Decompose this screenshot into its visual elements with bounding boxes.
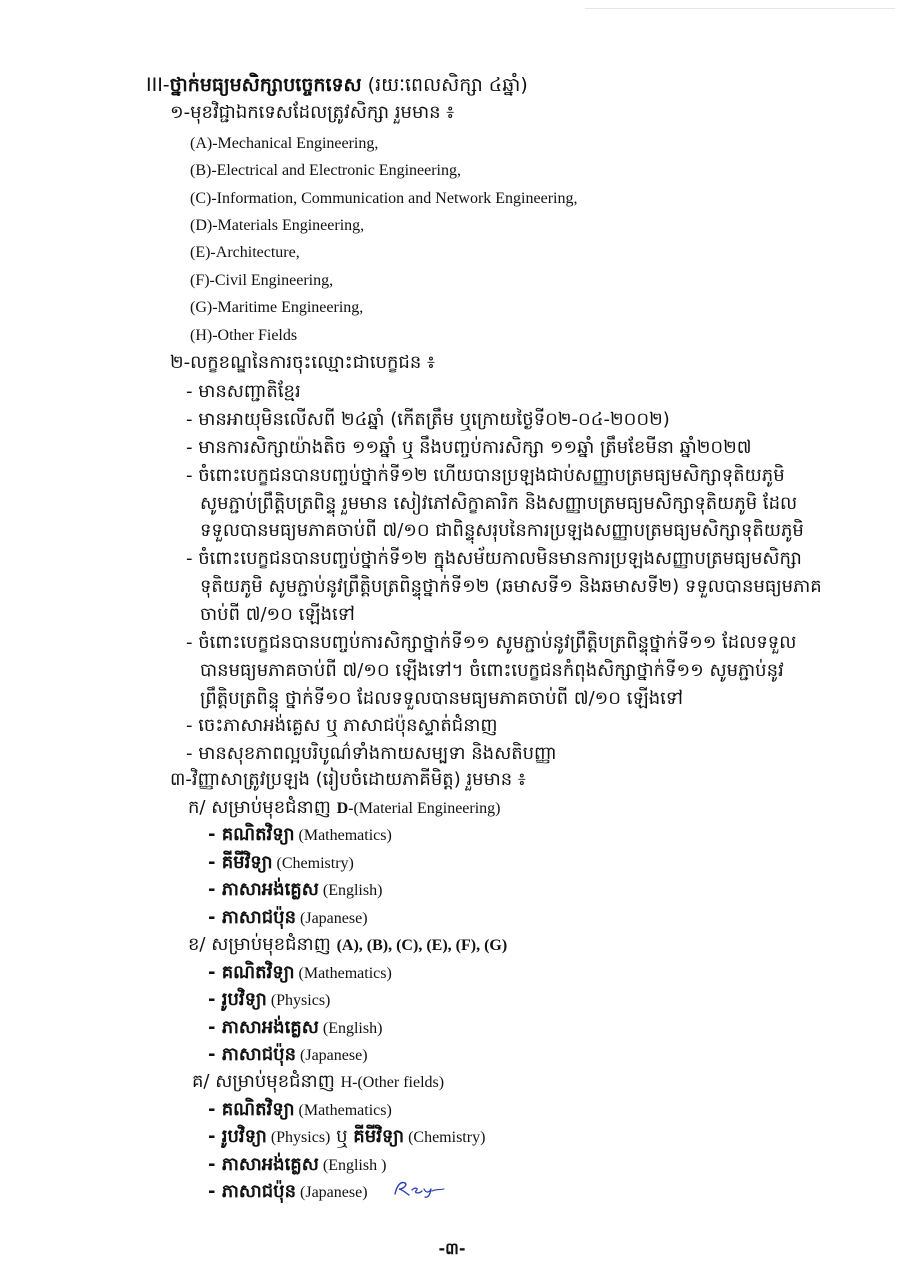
requirement-line: - មានការសិក្សាយ៉ាងតិច ១១ឆ្នាំ ឬ នឹងបញ្ចប់ការសិក្សា ១១ឆ្នាំ ត្រឹមខែមីនា ឆ្នាំ២០២៧ (186, 437, 752, 458)
scan-edge-line (585, 8, 895, 9)
subject-kh: - ភាសាជប៉ុន (208, 1181, 297, 1202)
subject-kh: - គណិតវិទ្យា (208, 1099, 295, 1120)
handwritten-signature (392, 1177, 446, 1199)
requirement-line: - មានអាយុមិនលើសពី ២៤ឆ្នាំ (កើតត្រឹម ឬក្រោយថ្ងៃទី០២-០៤-២០០២) (186, 409, 670, 430)
requirement-line: បានមធ្យមភាគចាប់ពី ៧/១០ ឡើងទៅ។ ចំពោះបេក្ខជនកំពុងសិក្សាថ្នាក់ទី១១ សូមភ្ជាប់នូវ (200, 660, 784, 681)
group-fields: D- (336, 800, 354, 817)
page-number: -៣- (438, 1239, 466, 1258)
subject-en: (Physics) (266, 992, 331, 1009)
subject-kh: - ភាសាជប៉ុន (208, 907, 297, 928)
group-label: ខ/ សម្រាប់មុខជំនាញ (188, 934, 337, 955)
subsection-3-title: ៣-វិញ្ញាសាត្រូវប្រឡង (រៀបចំដោយភាគីមិត្ត) រួមមាន ៖ (170, 769, 526, 790)
group-label: គ/ សម្រាប់មុខជំនាញ (192, 1071, 341, 1092)
subject-en: (English ) (318, 1157, 387, 1174)
field-item-f: (F)-Civil Engineering, (190, 272, 334, 289)
exam-group-a-heading (188, 799, 501, 817)
field-item-c: (C)-Information, Communication and Network Engineering, (190, 190, 578, 207)
requirement-line: ចាប់ពី ៧/១០ ឡើងទៅ (200, 604, 355, 625)
subject-kh: - ភាសាអង់គ្លេស (208, 1017, 319, 1038)
subject-kh: - រូបវិទ្យា (208, 989, 267, 1010)
exam-group-c-heading (192, 1073, 444, 1091)
group-fields-tail: (Material Engineering) (353, 800, 501, 817)
subject-kh: - គីមីវិទ្យា (208, 852, 273, 873)
subject-kh: - ភាសាអង់គ្លេស (208, 1154, 319, 1175)
field-item-b: (B)-Electrical and Electronic Engineering, (190, 162, 461, 179)
section-number: III- (146, 74, 170, 96)
exam-subject (208, 1101, 392, 1119)
subject-kh: - គណិតវិទ្យា (208, 962, 295, 983)
subject-or: ឬ (330, 1126, 354, 1147)
exam-subject (208, 854, 354, 872)
field-item-a: (A)-Mechanical Engineering, (190, 135, 379, 152)
subject-en: (Mathematics) (294, 1102, 392, 1119)
subject-kh-alt: គីមីវិទ្យា (353, 1126, 405, 1147)
subject-kh: - ភាសាអង់គ្លេស (208, 879, 319, 900)
exam-subject (208, 1183, 368, 1201)
group-fields: (A), (B), (C), (E), (F), (G) (336, 937, 508, 954)
exam-subject (208, 964, 392, 982)
requirement-line: ទុតិយភូមិ សូមភ្ជាប់នូវព្រឹត្តិបត្រពិន្ទុថ្នាក់ទី១២ (ឆមាសទី១ និងឆមាសទី២) ទទួលបានមធ្យមភាគ (200, 576, 822, 597)
subject-en: (English) (318, 1020, 383, 1037)
subject-kh: - ភាសាជប៉ុន (208, 1044, 297, 1065)
requirement-line: - ចំពោះបេក្ខជនបានបញ្ចប់ការសិក្សាថ្នាក់ទី១១ សូមភ្ជាប់នូវព្រឹត្តិបត្រពិន្ទុថ្នាក់ទី១១ ដែលទទួល (186, 632, 797, 653)
subsection-1-title: ១-មុខវិជ្ជាឯកទេសដែលត្រូវសិក្សា រួមមាន ៖ (170, 102, 455, 123)
subject-en: (Japanese) (296, 910, 368, 927)
exam-subject (208, 1128, 485, 1146)
section-heading (146, 76, 528, 95)
requirement-line: - មានសញ្ជាតិខ្មែរ (186, 381, 301, 402)
subject-en: (Japanese) (296, 1047, 368, 1064)
subject-kh: - គណិតវិទ្យា (208, 824, 295, 845)
requirement-line: ព្រឹត្តិបត្រពិន្ទុ ថ្នាក់ទី១០ ដែលទទួលបានមធ្យមភាគចាប់ពី ៧/១០ ឡើងទៅ (200, 688, 683, 709)
subject-en: (Japanese) (296, 1184, 368, 1201)
subject-en: (Mathematics) (294, 827, 392, 844)
requirement-line: - មានសុខភាពល្អបរិបូណ៌ទាំងកាយសម្បទា និងសតិបញ្ញា (186, 743, 557, 764)
requirement-line: - ចេះភាសាអង់គ្លេស ឬ ភាសាជប៉ុនស្ទាត់ជំនាញ (186, 715, 498, 736)
subject-en: (Chemistry) (272, 855, 354, 872)
subject-en-alt: (Chemistry) (404, 1129, 486, 1146)
field-item-g: (G)-Maritime Engineering, (190, 299, 364, 316)
subject-kh: - រូបវិទ្យា (208, 1126, 267, 1147)
exam-subject (208, 1156, 386, 1174)
field-item-d: (D)-Materials Engineering, (190, 217, 365, 234)
subject-en: (English) (318, 882, 383, 899)
field-item-h: (H)-Other Fields (190, 327, 298, 344)
exam-subject (208, 991, 330, 1009)
subject-en: (Physics) (266, 1129, 331, 1146)
subject-en: (Mathematics) (294, 965, 392, 982)
section-title: ថ្នាក់មធ្យមសិក្សាបច្ចេកទេស (169, 74, 362, 96)
section-duration: (រយៈពេលសិក្សា ៤ឆ្នាំ) (361, 74, 528, 96)
subsection-2-title: ២-លក្ខខណ្ឌនៃការចុះឈ្មោះជាបេក្ខជន ៖ (170, 352, 435, 373)
exam-subject (208, 826, 392, 844)
group-fields-tail: H-(Other fields) (340, 1074, 445, 1091)
exam-subject (208, 909, 368, 927)
exam-subject (208, 1046, 368, 1064)
requirement-line: - ចំពោះបេក្ខជនបានបញ្ចប់ថ្នាក់ទី១២ ក្នុងសម័យកាលមិនមានការប្រឡងសញ្ញាបត្រមធ្យមសិក្សា (186, 548, 802, 569)
exam-group-b-heading (188, 936, 507, 954)
requirement-line: ទទួលបានមធ្យមភាគចាប់ពី ៧/១០ ជាពិន្ទុសរុបនៃការប្រឡងសញ្ញាបត្រមធ្យមសិក្សាទុតិយភូមិ (200, 520, 804, 541)
group-label: ក/ សម្រាប់មុខជំនាញ (188, 797, 337, 818)
exam-subject (208, 1019, 382, 1037)
exam-subject (208, 881, 382, 899)
requirement-line: សូមភ្ជាប់ព្រឹត្តិបត្រពិន្ទុ រួមមាន សៀវភៅសិក្ខាគារិក និងសញ្ញាបត្រមធ្យមសិក្សាទុតិយភូមិ ដែល (200, 493, 798, 514)
requirement-line: - ចំពោះបេក្ខជនបានបញ្ចប់ថ្នាក់ទី១២ ហើយបានប្រឡងជាប់សញ្ញាបត្រមធ្យមសិក្សាទុតិយភូមិ (186, 465, 785, 486)
field-item-e: (E)-Architecture, (190, 244, 300, 261)
